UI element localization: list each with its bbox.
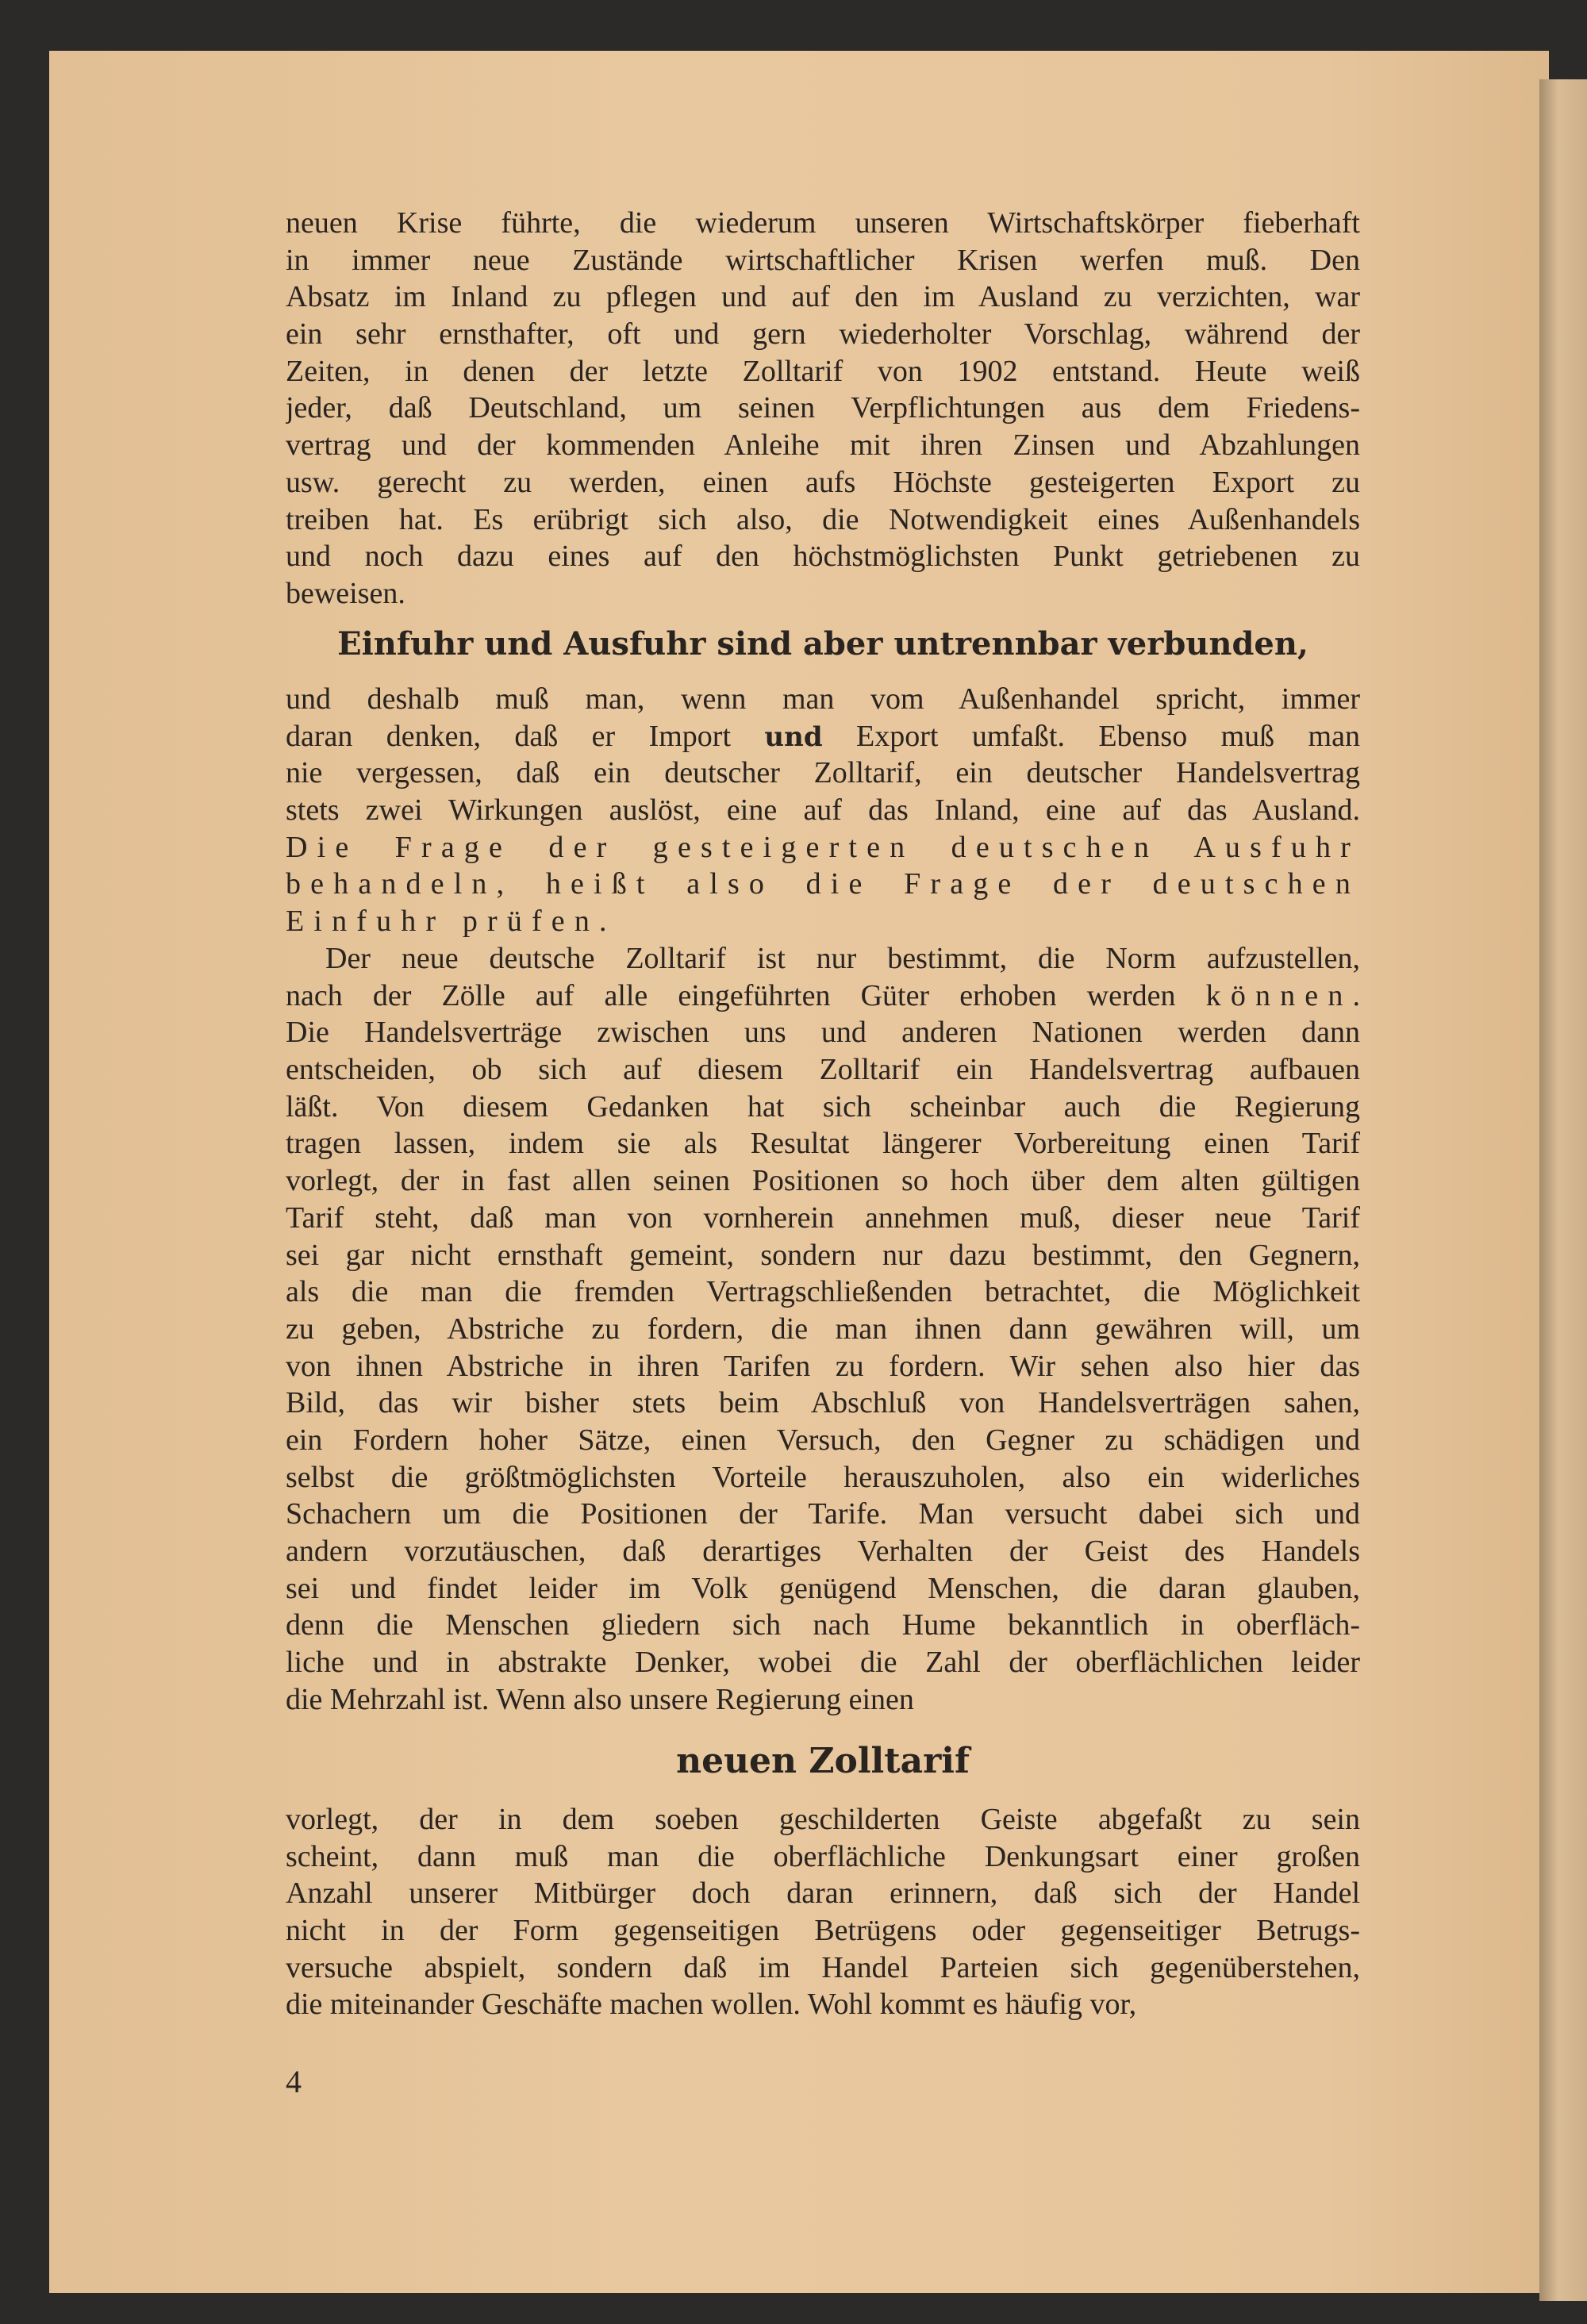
text-line: Die Frage der gesteigerten deutschen Ausfuhr	[286, 830, 1360, 864]
text-line: Anzahl unserer Mitbürger doch daran erinnern, daß sich der Handel	[286, 1876, 1360, 1911]
text-line	[286, 718, 1360, 755]
text-line: ein Fordern hoher Sätze, einen Versuch, den Gegner zu schädigen und	[286, 1423, 1360, 1457]
text-line: nicht in der Form gegenseitigen Betrügens oder gegenseitiger Betrugs-	[286, 1914, 1360, 1948]
text-line	[286, 978, 1360, 1015]
paragraph-1	[286, 205, 1360, 613]
text-line: sei und findet leider im Volk genügend Menschen, die daran glauben,	[286, 1571, 1360, 1605]
next-page-edge	[1539, 79, 1587, 2301]
text-line: selbst die größtmöglichsten Vorteile herauszuholen, also ein widerliches	[286, 1460, 1360, 1494]
text-line: treiben hat. Es erübrigt sich also, die Notwendigkeit eines Außenhandels	[286, 502, 1360, 536]
text-line: stets zwei Wirkungen auslöst, eine auf das Inland, eine auf das Ausland.	[286, 793, 1360, 828]
text-line: liche und in abstrakte Denker, wobei die Zahl der oberflächlichen leider	[286, 1646, 1360, 1680]
text-line: die Mehrzahl ist. Wenn also unsere Regierung einen	[286, 1682, 914, 1716]
text-line: Die Handelsverträge zwischen uns und anderen Nationen werden dann	[286, 1016, 1360, 1050]
text-line: behandeln, heißt also die Frage der deutschen	[286, 867, 1360, 901]
text-line: läßt. Von diesem Gedanken hat sich scheinbar auch die Regierung	[286, 1089, 1360, 1124]
text-line: versuche abspielt, sondern daß im Handel Parteien sich gegenüberstehen,	[286, 1950, 1360, 1984]
heading-einfuhr-ausfuhr: Einfuhr und Ausfuhr sind aber untrennbar verbunden,	[337, 625, 1308, 663]
text-line: Absatz im Inland zu pflegen und auf den im Ausland zu verzichten, war	[286, 280, 1360, 314]
heading-neuen-zolltarif: neuen Zolltarif	[676, 1741, 970, 1781]
text-line: beweisen.	[286, 576, 405, 610]
paragraph-4	[286, 1801, 1360, 2023]
text-segment: daran denken, daß er Import	[286, 719, 765, 753]
paragraph-3	[286, 940, 1360, 1718]
text-line: scheint, dann muß man die oberflächliche Denkungsart einer großen	[286, 1839, 1360, 1873]
text-line: als die man die fremden Vertragschließenden betrachtet, die Möglichkeit	[286, 1275, 1360, 1309]
text-line: von ihnen Abstriche in ihren Tarifen zu fordern. Wir sehen also hier das	[286, 1349, 1360, 1383]
text-line: jeder, daß Deutschland, um seinen Verpflichtungen aus dem Friedens-	[286, 391, 1360, 425]
text-line: in immer neue Zustände wirtschaftlicher Krisen werfen muß. Den	[286, 243, 1360, 277]
text-line: entscheiden, ob sich auf diesem Zolltarif ein Handelsvertrag aufbauen	[286, 1053, 1360, 1087]
text-line: und deshalb muß man, wenn man vom Außenhandel spricht, immer	[286, 682, 1360, 716]
text-line: Tarif steht, daß man von vornherein annehmen muß, dieser neue Tarif	[286, 1200, 1360, 1235]
text-segment: nach der Zölle auf alle eingeführten Güter erhoben werden	[286, 978, 1206, 1012]
text-line: denn die Menschen gliedern sich nach Hume bekanntlich in oberfläch-	[286, 1608, 1360, 1642]
text-line: die miteinander Geschäfte machen wollen. Wohl kommt es häufig vor,	[286, 1988, 1137, 2022]
text-line: nie vergessen, daß ein deutscher Zolltarif, ein deutscher Handelsvertrag	[286, 756, 1360, 790]
text-line: Der neue deutsche Zolltarif ist nur bestimmt, die Norm aufzustellen,	[325, 942, 1360, 975]
text-segment: Export umfaßt. Ebenso muß man	[822, 719, 1360, 753]
text-line: tragen lassen, indem sie als Resultat längerer Vorbereitung einen Tarif	[286, 1127, 1360, 1161]
text-line: usw. gerecht zu werden, einen aufs Höchste gesteigerten Export zu	[286, 465, 1360, 499]
text-line: neuen Krise führte, die wiederum unseren Wirtschaftskörper fieberhaft	[286, 206, 1360, 240]
paragraph-2	[286, 681, 1360, 940]
emphasis-bold: und	[764, 720, 823, 753]
text-line: vorlegt, der in dem soeben geschilderten Geiste abgefaßt zu sein	[286, 1803, 1360, 1836]
text-line: Schachern um die Positionen der Tarife. Man versucht dabei sich und	[286, 1497, 1360, 1531]
text-line: andern vorzutäuschen, daß derartiges Verhalten der Geist des Handels	[286, 1535, 1360, 1568]
page-number: 4	[286, 2064, 302, 2099]
text-line: zu geben, Abstriche zu fordern, die man ihnen dann gewähren will, um	[286, 1312, 1360, 1346]
text-line: Zeiten, in denen der letzte Zolltarif von 1902 entstand. Heute weiß	[286, 354, 1360, 388]
text-line: ein sehr ernsthafter, oft und gern wiederholter Vorschlag, während der	[286, 317, 1360, 351]
text-line: Einfuhr prüfen.	[286, 905, 617, 939]
text-line: Bild, das wir bisher stets beim Abschluß von Handelsverträgen sahen,	[286, 1386, 1360, 1420]
emphasis-spaced: können	[1205, 978, 1353, 1012]
text-line: und noch dazu eines auf den höchstmöglichsten Punkt getriebenen zu	[286, 540, 1360, 574]
text-line: vorlegt, der in fast allen seinen Positionen so hoch über dem alten gültigen	[286, 1164, 1360, 1198]
text-segment: .	[1352, 978, 1360, 1012]
text-line: vertrag und der kommenden Anleihe mit ihren Zinsen und Abzahlungen	[286, 428, 1360, 463]
text-line: sei gar nicht ernsthaft gemeint, sondern nur dazu bestimmt, den Gegnern,	[286, 1238, 1360, 1272]
